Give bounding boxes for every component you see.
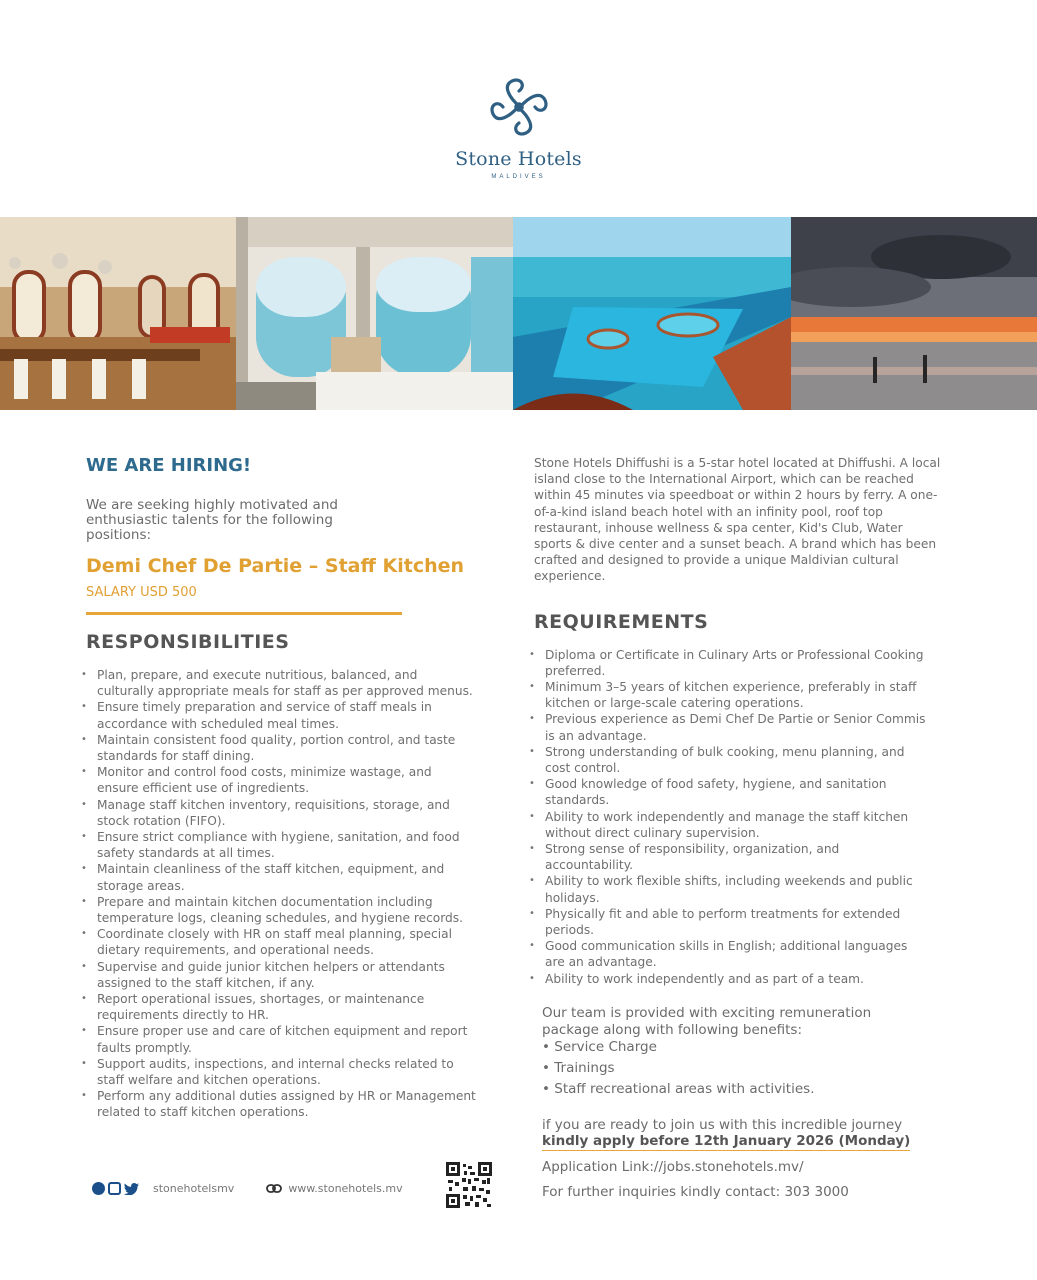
ocean-view-room-image	[236, 217, 513, 410]
apply-intro: if you are ready to join us with this incredible journey	[542, 1116, 903, 1133]
list-item: • Good communication skills in English; additional languages are an advantage.	[534, 938, 930, 970]
salary-text: SALARY USD 500	[86, 585, 197, 600]
list-item: • Manage staff kitchen inventory, requisitions, storage, and stock rotation (FIFO).	[86, 797, 477, 829]
link-icon	[266, 1184, 282, 1193]
requirements-title: REQUIREMENTS	[534, 610, 709, 633]
list-item: • Ensure proper use and care of kitchen equipment and report faults promptly.	[86, 1023, 477, 1055]
list-item: • Diploma or Certificate in Culinary Arts or Professional Cooking preferred.	[534, 647, 930, 679]
social-handle[interactable]: stonehotelsmv	[153, 1182, 235, 1195]
pool-photo	[513, 217, 791, 410]
position-title: Demi Chef De Partie – Staff Kitchen	[86, 555, 465, 577]
about-text: Stone Hotels Dhiffushi is a 5-star hotel located at Dhiffushi. A local island close to the International Airport, which can be reached within 45 minutes via speedboat or within 2 hours by ferry. A one-of-a-kind island beach hotel with an infinity pool, roof top restaurant, inhouse wellness & spa center, Kid's Club, Water sports & dive center and a sunset beach. A brand which has been crafted and designed to provide a unique Maldivian cultural experience.	[534, 456, 941, 584]
brand-subtitle: MALDIVES	[491, 174, 546, 180]
list-item: • Ensure strict compliance with hygiene, sanitation, and food safety standards at all times.	[86, 829, 477, 861]
room-photo	[236, 217, 513, 410]
website-link[interactable]: www.stonehotels.mv	[288, 1182, 403, 1195]
brand-name: Stone Hotels	[455, 148, 582, 170]
list-item: • Maintain cleanliness of the staff kitchen, equipment, and storage areas.	[86, 861, 477, 893]
divider	[86, 612, 402, 615]
sunset-photo	[791, 217, 1037, 410]
hiring-title: WE ARE HIRING!	[86, 455, 252, 476]
benefits-intro: Our team is provided with exciting remuneration package along with following benefits:	[542, 1004, 872, 1038]
photo-strip	[0, 217, 1037, 410]
benefit-item: • Staff recreational areas with activities.	[542, 1080, 815, 1097]
list-item: • Maintain consistent food quality, portion control, and taste standards for staff dining.	[86, 732, 477, 764]
application-link[interactable]: Application Link://jobs.stonehotels.mv/	[542, 1158, 804, 1175]
header-logo	[0, 76, 1037, 180]
right-column	[534, 455, 944, 1200]
list-item: • Physically fit and able to perform treatments for extended periods.	[534, 906, 930, 938]
requirements-list	[534, 647, 944, 987]
responsibilities-list	[86, 667, 486, 1121]
list-item: • Ability to work independently and manage the staff kitchen without direct culinary supervision.	[534, 809, 930, 841]
list-item: • Ability to work flexible shifts, including weekends and public holidays.	[534, 873, 930, 905]
list-item: • Ensure timely preparation and service of staff meals in accordance with scheduled meal times.	[86, 699, 477, 731]
list-item: • Perform any additional duties assigned by HR or Management related to staff kitchen operations.	[86, 1088, 477, 1120]
list-item: • Ability to work independently and as part of a team.	[534, 971, 930, 987]
list-item: • Strong sense of responsibility, organization, and accountability.	[534, 841, 930, 873]
list-item: • Previous experience as Demi Chef De Partie or Senior Commis is an advantage.	[534, 711, 930, 743]
left-column	[86, 455, 486, 1121]
restaurant-photo	[0, 217, 236, 410]
list-item: • Minimum 3–5 years of kitchen experience, preferably in staff kitchen or large-scale catering operations.	[534, 679, 930, 711]
contact-text: For further inquiries kindly contact: 303 3000	[542, 1183, 849, 1200]
footer	[92, 1182, 403, 1195]
sunset-beach-image	[791, 217, 1037, 410]
apply-deadline: kindly apply before 12th January 2026 (Monday)	[542, 1132, 911, 1149]
list-item: • Supervise and guide junior kitchen helpers or attendants assigned to the staff kitchen, if any.	[86, 959, 477, 991]
qr-code-icon[interactable]	[446, 1162, 492, 1208]
facebook-icon[interactable]	[92, 1182, 105, 1195]
list-item: • Report operational issues, shortages, or maintenance requirements directly to HR.	[86, 991, 477, 1023]
dining-room-image	[0, 217, 236, 410]
instagram-icon[interactable]	[108, 1182, 121, 1195]
list-item: • Coordinate closely with HR on staff meal planning, special dietary requirements, and operational needs.	[86, 926, 477, 958]
list-item: • Plan, prepare, and execute nutritious, balanced, and culturally appropriate meals for staff as per approved menus.	[86, 667, 477, 699]
responsibilities-title: RESPONSIBILITIES	[86, 631, 290, 653]
infinity-pool-image	[513, 217, 791, 410]
list-item: • Strong understanding of bulk cooking, menu planning, and cost control.	[534, 744, 930, 776]
list-item: • Good knowledge of food safety, hygiene, and sanitation standards.	[534, 776, 930, 808]
intro-text: We are seeking highly motivated and enthusiastic talents for the following positions:	[86, 497, 338, 543]
list-item: • Prepare and maintain kitchen documentation including temperature logs, cleaning schedules, and hygiene records.	[86, 894, 477, 926]
benefit-item: • Service Charge	[542, 1038, 657, 1055]
benefit-item: • Trainings	[542, 1059, 615, 1076]
benefits-block	[542, 1005, 944, 1097]
stone-hotels-logo-icon	[488, 76, 550, 138]
twitter-icon[interactable]	[124, 1183, 139, 1195]
apply-block	[542, 1117, 944, 1200]
list-item: • Monitor and control food costs, minimize wastage, and ensure efficient use of ingredients.	[86, 764, 477, 796]
list-item: • Support audits, inspections, and internal checks related to staff welfare and kitchen operations.	[86, 1056, 477, 1088]
